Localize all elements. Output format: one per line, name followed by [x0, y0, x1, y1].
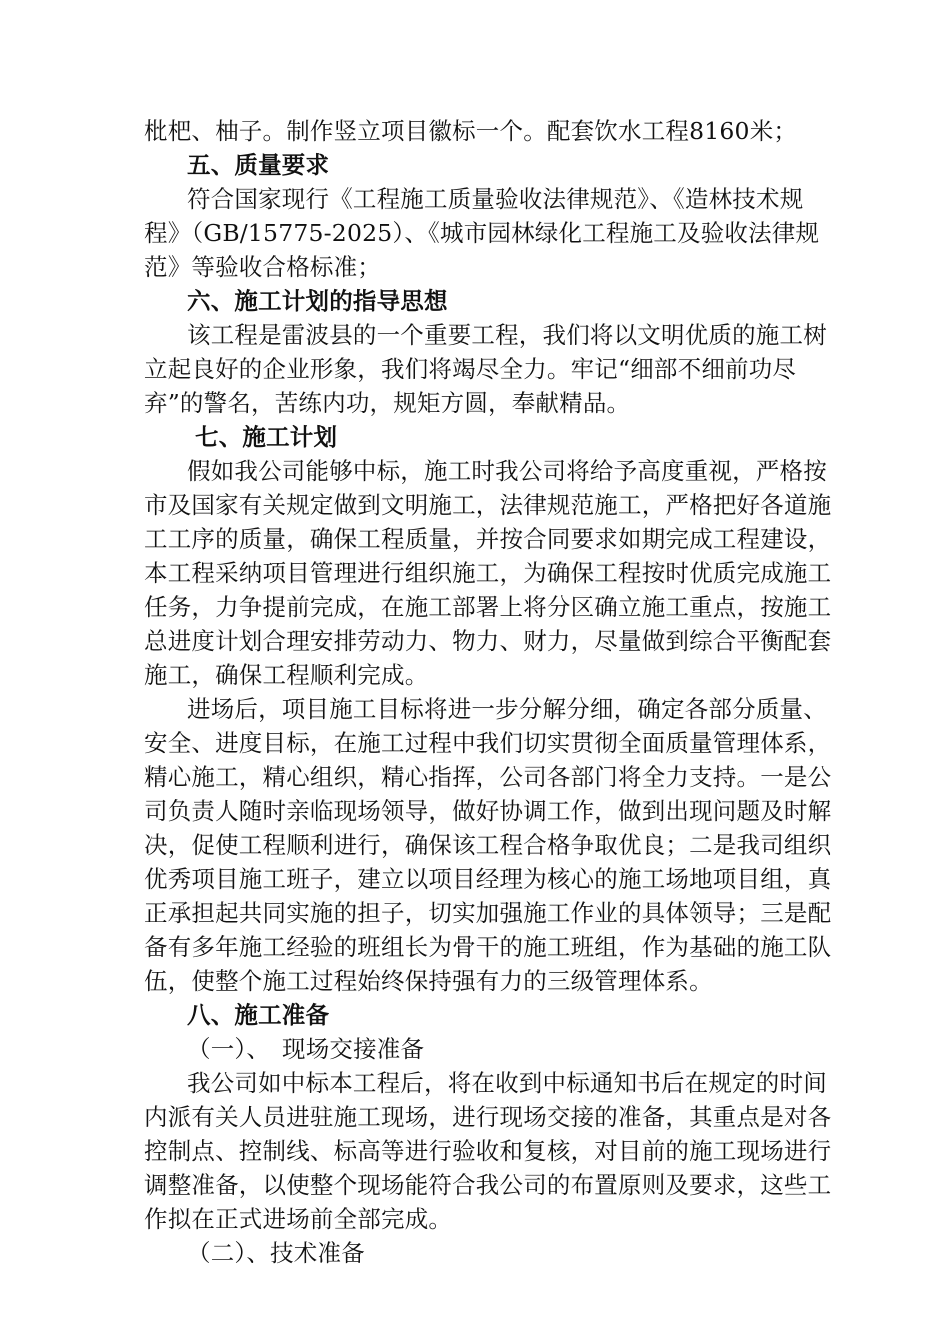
- text-line: 控制点、控制线、标高等进行验收和复核，对目前的施工现场进行: [144, 1137, 832, 1165]
- subsection-heading-2: （二）、技术准备: [187, 1239, 365, 1267]
- text-line: 安全、进度目标，在施工过程中我们切实贯彻全面质量管理体系，: [144, 729, 832, 757]
- text-line: 本工程采纳项目管理进行组织施工，为确保工程按时优质完成施工: [144, 559, 832, 587]
- text-line: 决，促使工程顺利进行，确保该工程合格争取优良；二是我司组织: [144, 831, 832, 859]
- text-line: 备有多年施工经验的班组长为骨干的施工班组，作为基础的施工队: [144, 933, 832, 961]
- subsection-heading-1: （一）、 现场交接准备: [187, 1035, 425, 1063]
- text-line: 弃”的警名，苦练内功，规矩方圆，奉献精品。: [144, 389, 631, 417]
- text-line: 调整准备，以使整个现场能符合我公司的布置原则及要求，这些工: [144, 1171, 832, 1199]
- text-line: 伍，使整个施工过程始终保持强有力的三级管理体系。: [144, 967, 713, 995]
- text-line: 正承担起共同实施的担子，切实加强施工作业的具体领导；三是配: [144, 899, 832, 927]
- text-line: 程》（GB/15775-2025）、《城市园林绿化工程施工及验收法律规: [144, 219, 820, 247]
- section-heading-5: 五、质量要求: [187, 151, 330, 179]
- text-line: 枇杷、柚子。制作竖立项目徽标一个。配套饮水工程8160米；: [144, 117, 798, 145]
- text-line: 市及国家有关规定做到文明施工，法律规范施工，严格把好各道施: [144, 491, 832, 519]
- text-line: 符合国家现行《工程施工质量验收法律规范》、《造林技术规: [187, 185, 804, 213]
- text-line: 总进度计划合理安排劳动力、物力、财力，尽量做到综合平衡配套: [144, 627, 832, 655]
- section-heading-7: 七、施工计划: [195, 423, 338, 451]
- text-line: 该工程是雷波县的一个重要工程，我们将以文明优质的施工树: [187, 321, 827, 349]
- text-line: 内派有关人员进驻施工现场，进行现场交接的准备，其重点是对各: [144, 1103, 832, 1131]
- text-line: 工工序的质量，确保工程质量，并按合同要求如期完成工程建设，: [144, 525, 832, 553]
- section-heading-6: 六、施工计划的指导思想: [187, 287, 448, 315]
- text-line: 任务，力争提前完成，在施工部署上将分区确立施工重点，按施工: [144, 593, 832, 621]
- text-line: 进场后，项目施工目标将进一步分解分细，确定各部分质量、: [187, 695, 827, 723]
- text-line: 司负责人随时亲临现场领导，做好协调工作，做到出现问题及时解: [144, 797, 832, 825]
- text-line: 假如我公司能够中标，施工时我公司将给予高度重视，严格按: [187, 457, 827, 485]
- text-line: 作拟在正式进场前全部完成。: [144, 1205, 453, 1233]
- text-line: 范》等验收合格标准；: [144, 253, 381, 281]
- section-heading-8: 八、施工准备: [187, 1001, 330, 1029]
- text-line: 精心施工，精心组织，精心指挥，公司各部门将全力支持。一是公: [144, 763, 832, 791]
- text-line: 施工，确保工程顺利完成。: [144, 661, 429, 689]
- text-line: 优秀项目施工班子，建立以项目经理为核心的施工场地项目组，真: [144, 865, 832, 893]
- text-line: 立起良好的企业形象，我们将竭尽全力。牢记“细部不细前功尽: [144, 355, 797, 383]
- text-line: 我公司如中标本工程后，将在收到中标通知书后在规定的时间: [187, 1069, 827, 1097]
